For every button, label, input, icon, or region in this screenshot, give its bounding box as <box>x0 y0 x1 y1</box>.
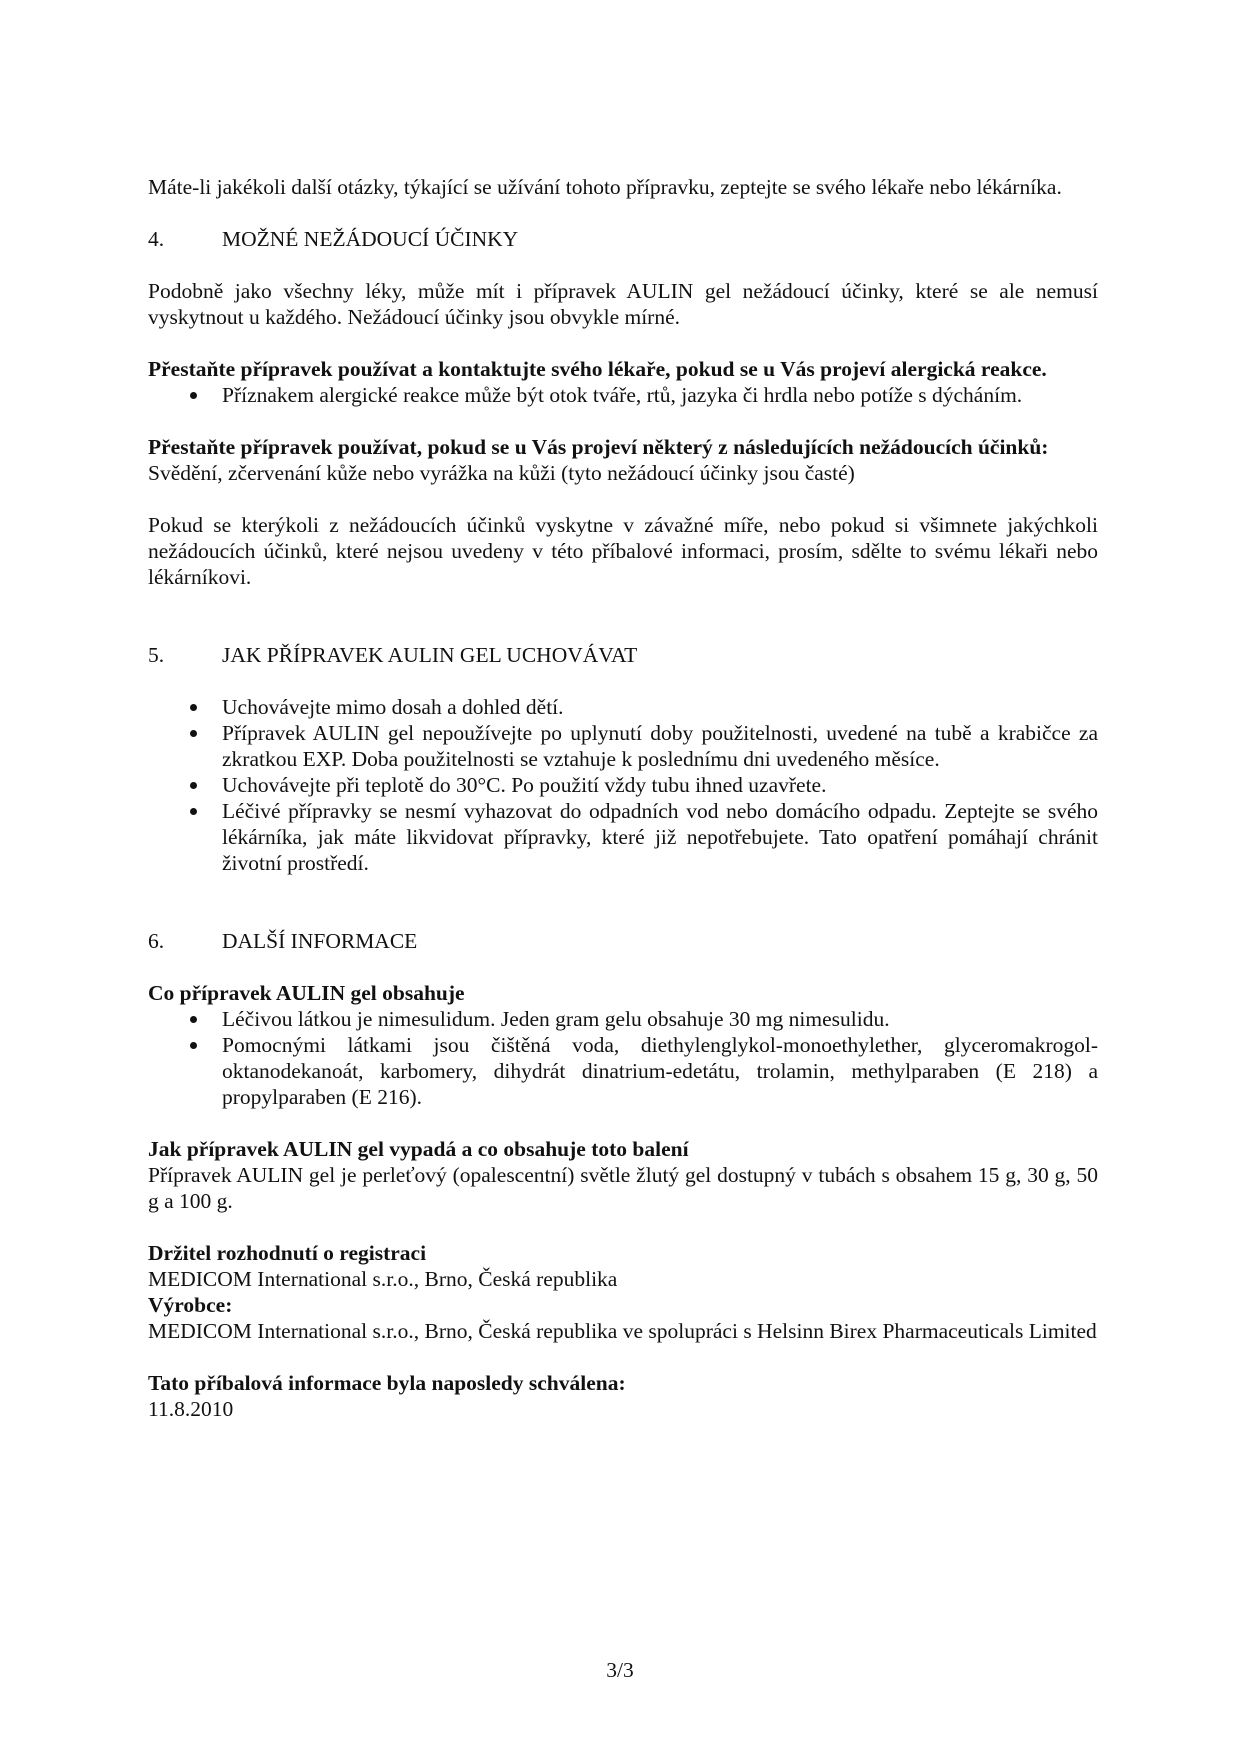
report-paragraph: Pokud se kterýkoli z nežádoucích účinků vyskytne v závažné míře, nebo pokud si všimnete jakýchkoli nežádoucích účinků, které nejsou uvedeny v této příbalové informaci, prosím, sdělte to svému lékaři nebo lékárníkovi. <box>148 513 1098 589</box>
holder-heading: Držitel rozhodnutí o registraci <box>148 1241 427 1265</box>
section-number: 5. <box>148 643 165 667</box>
list-item: Léčivou látkou je nimesulidum. Jeden gram gelu obsahuje 30 mg nimesulidu. <box>148 1006 1098 1032</box>
document-body <box>148 174 1098 1422</box>
section-title: DALŠÍ INFORMACE <box>222 929 418 953</box>
section-5-heading <box>148 642 1098 668</box>
intro-paragraph: Máte-li jakékoli další otázky, týkající se užívání tohoto přípravku, zeptejte se svého lékaře nebo lékárníka. <box>148 175 1062 199</box>
section-number: 4. <box>148 227 165 251</box>
list-item: Příznakem alergické reakce může být otok tváře, rtů, jazyka či hrdla nebo potíže s dýcháním. <box>148 382 1098 408</box>
stop-use-heading: Přestaňte přípravek používat, pokud se u Vás projeví některý z následujících nežádoucích účinků: <box>148 435 1049 459</box>
list-item: Uchovávejte mimo dosah a dohled dětí. <box>148 694 1098 720</box>
section-4-heading <box>148 226 1098 252</box>
contains-heading: Co přípravek AULIN gel obsahuje <box>148 981 465 1005</box>
list-item: Přípravek AULIN gel nepoužívejte po uplynutí doby použitelnosti, uvedené na tubě a krabičce za zkratkou EXP. Doba použitelnosti se vztahuje k poslednímu dni uvedeného měsíce. <box>148 720 1098 772</box>
page-number: 3/3 <box>606 1658 634 1682</box>
storage-list <box>148 694 1098 876</box>
manufacturer-heading: Výrobce: <box>148 1293 233 1317</box>
appearance-text: Přípravek AULIN gel je perleťový (opalescentní) světle žlutý gel dostupný v tubách s obsahem 15 g, 30 g, 50 g a 100 g. <box>148 1163 1098 1213</box>
stop-use-text: Svědění, zčervenání kůže nebo vyrážka na kůži (tyto nežádoucí účinky jsou časté) <box>148 461 855 485</box>
list-item: Léčivé přípravky se nesmí vyhazovat do odpadních vod nebo domácího odpadu. Zeptejte se svého lékárníka, jak máte likvidovat přípravky, které již nepotřebujete. Tato opatření pomáhají chránit životní prostředí. <box>148 798 1098 876</box>
side-effects-paragraph: Podobně jako všechny léky, může mít i přípravek AULIN gel nežádoucí účinky, které se ale nemusí vyskytnout u každého. Nežádoucí účinky jsou obvykle mírné. <box>148 279 1098 329</box>
holder-text: MEDICOM International s.r.o., Brno, Česká republika <box>148 1267 618 1291</box>
manufacturer-text: MEDICOM International s.r.o., Brno, Česká republika ve spolupráci s Helsinn Birex Pharmaceuticals Limited <box>148 1319 1097 1343</box>
section-number: 6. <box>148 929 165 953</box>
section-title: JAK PŘÍPRAVEK AULIN GEL UCHOVÁVAT <box>222 643 638 667</box>
approved-heading: Tato příbalová informace byla naposledy schválena: <box>148 1371 626 1395</box>
allergy-list <box>148 382 1098 408</box>
list-item: Pomocnými látkami jsou čištěná voda, diethylenglykol-monoethylether, glyceromakrogol-oktanodekanoát, karbomery, dihydrát dinatrium-edetátu, trolamin, methylparaben (E 218) a propylparaben (E 216). <box>148 1032 1098 1110</box>
allergy-heading: Přestaňte přípravek používat a kontaktujte svého lékaře, pokud se u Vás projeví alergická reakce. <box>148 357 1047 381</box>
approved-date: 11.8.2010 <box>148 1397 234 1421</box>
contains-list <box>148 1006 1098 1110</box>
section-title: MOŽNÉ NEŽÁDOUCÍ ÚČINKY <box>222 227 519 251</box>
section-6-heading <box>148 928 1098 954</box>
list-item: Uchovávejte při teplotě do 30°C. Po použití vždy tubu ihned uzavřete. <box>148 772 1098 798</box>
appearance-heading: Jak přípravek AULIN gel vypadá a co obsahuje toto balení <box>148 1137 689 1161</box>
